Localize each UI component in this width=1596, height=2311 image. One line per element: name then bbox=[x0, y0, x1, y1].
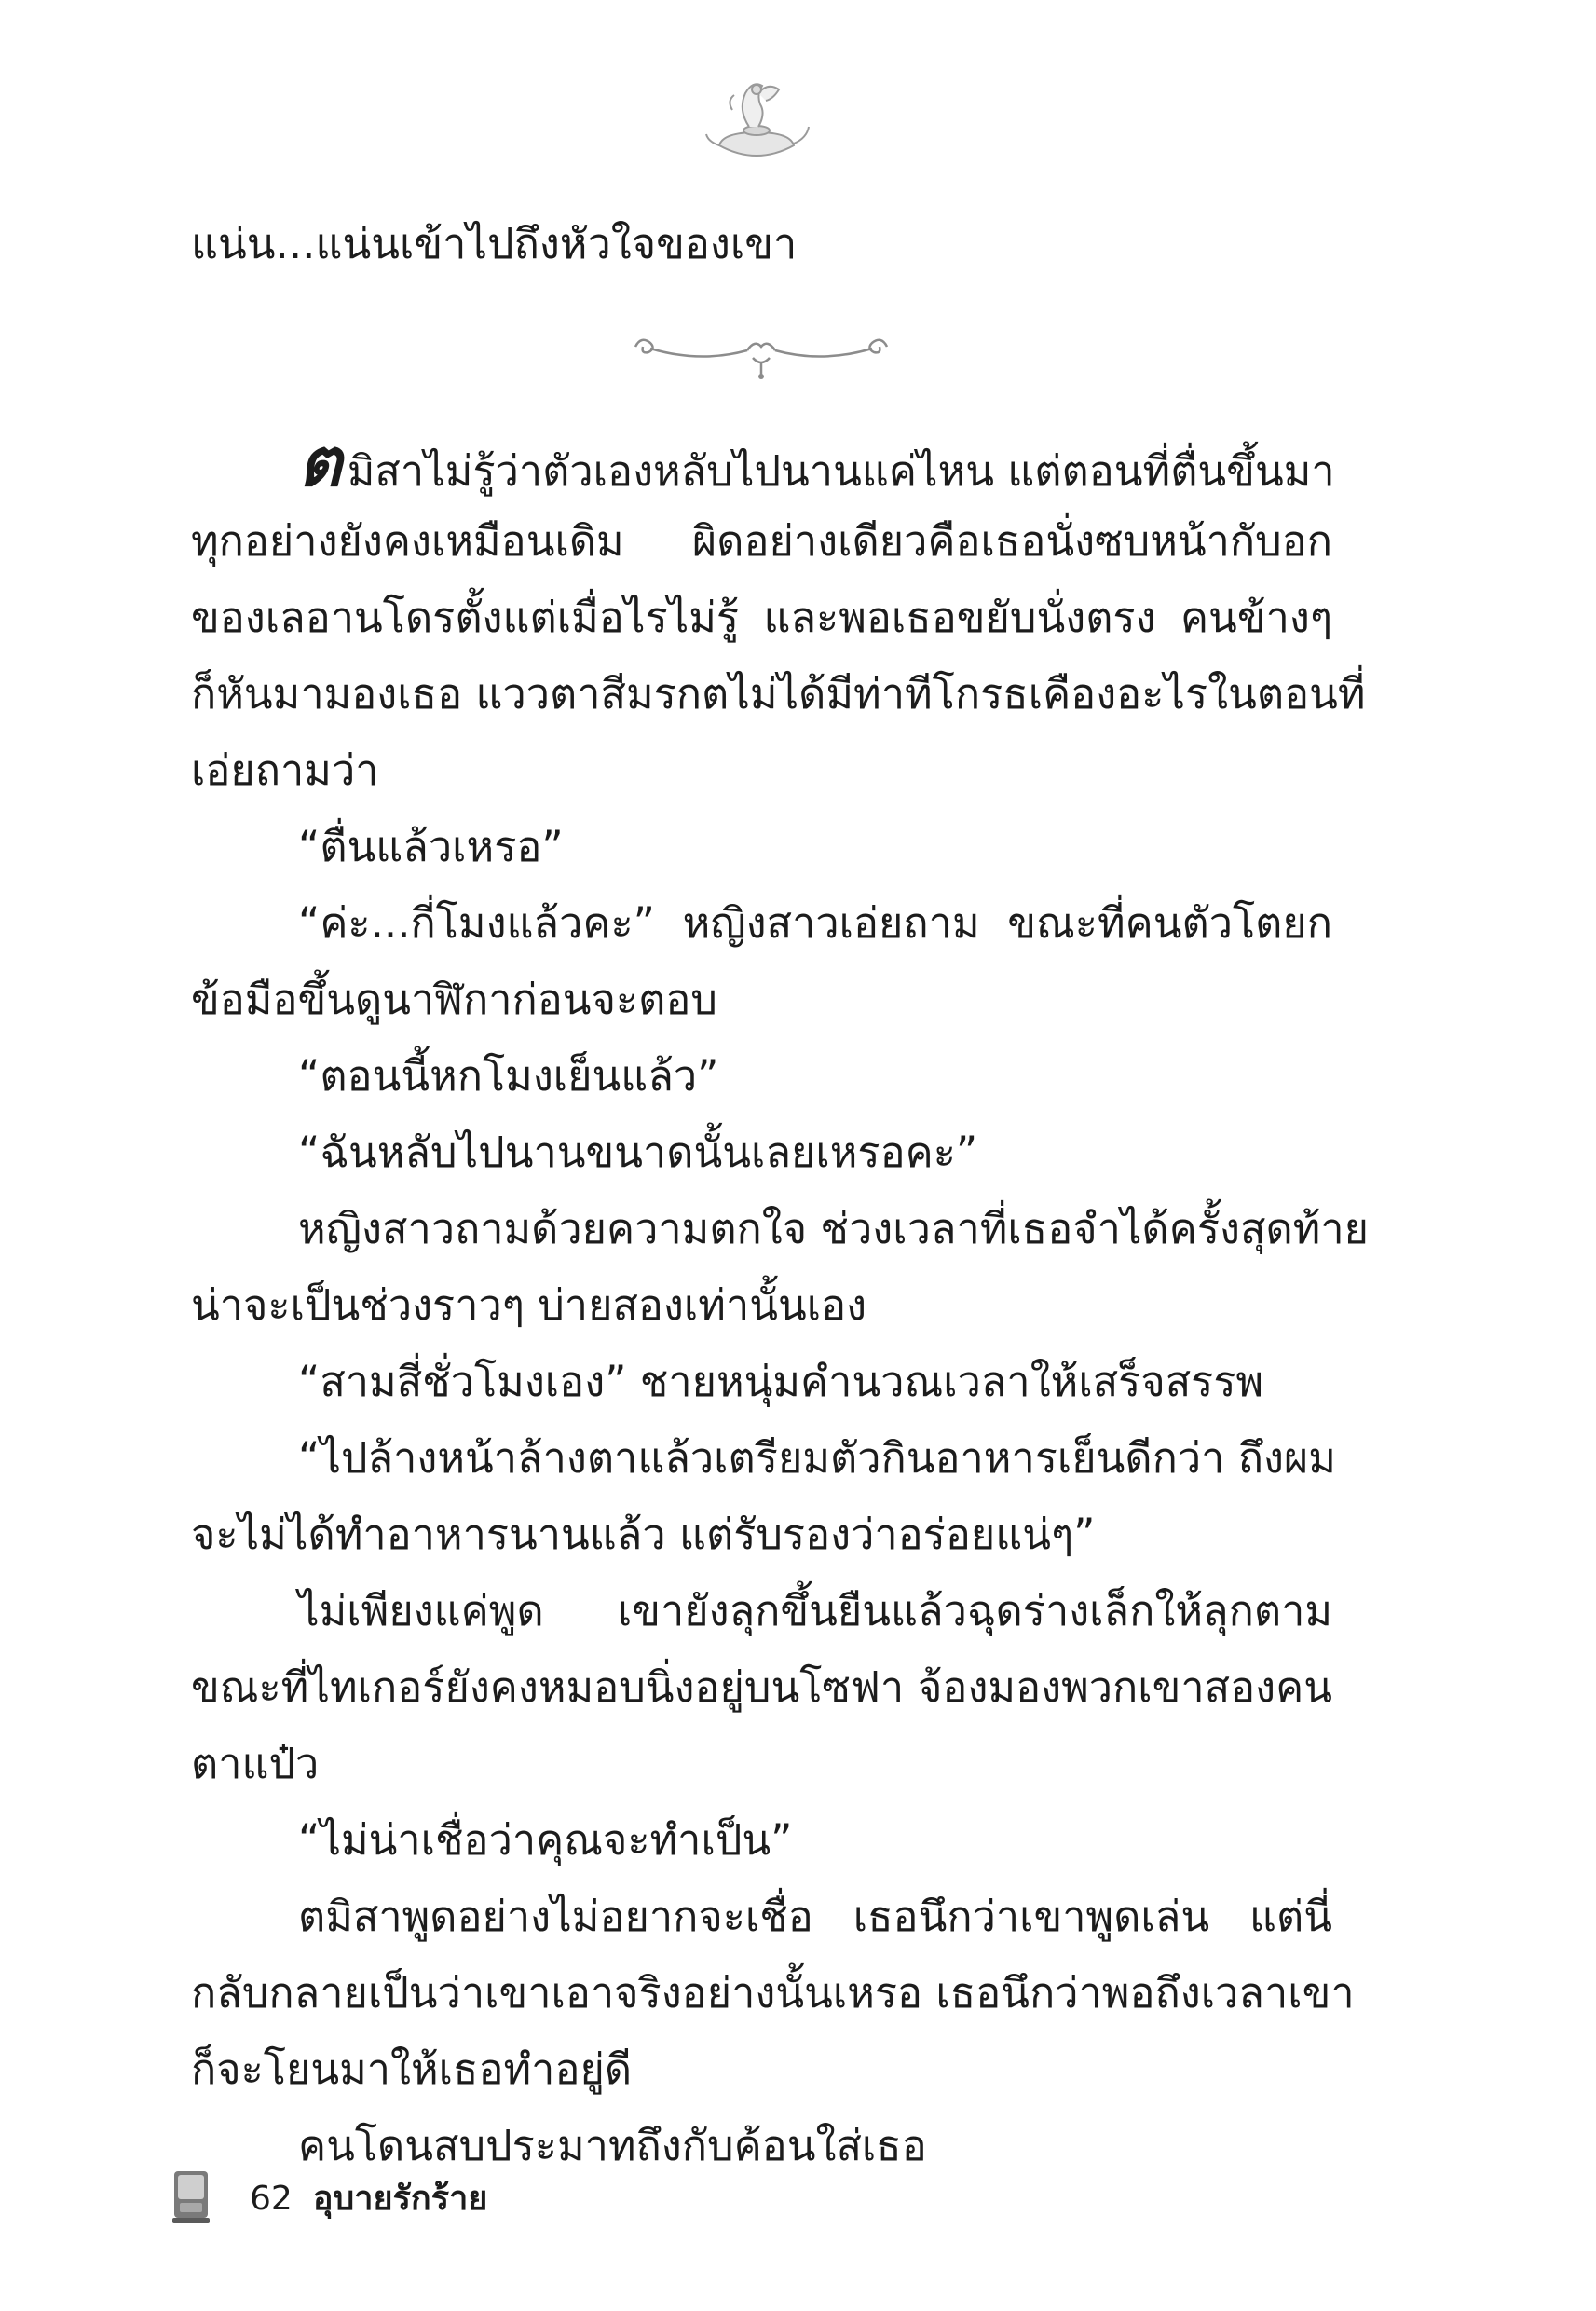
lamp-ornament-icon bbox=[701, 73, 812, 166]
text-line-3: ของเลอานโดรตั้งแต่เมื่อไรไม่รู้ และพอเธอขยับนั่งตรง คนข้างๆ bbox=[191, 593, 1332, 642]
text-line-11: หญิงสาวถามด้วยความตกใจ ช่วงเวลาที่เธอจำได้ครั้งสุดท้าย bbox=[298, 1204, 1369, 1253]
text-line-12: น่าจะเป็นช่วงราวๆ บ่ายสองเท่านั้นเอง bbox=[191, 1280, 867, 1330]
text-line-17: ขณะที่ไทเกอร์ยังคงหมอบนิ่งอยู่บนโซฟา จ้องมองพวกเขาสองคน bbox=[191, 1662, 1332, 1712]
text-line-21: กลับกลายเป็นว่าเขาเอาจริงอย่างนั้นเหรอ เธอนึกว่าพอถึงเวลาเขา bbox=[191, 1968, 1355, 2017]
text-line-4: ก็หันมามองเธอ แววตาสีมรกตไม่ได้มีท่าทีโกรธเคืองอะไรในตอนที่ bbox=[191, 669, 1366, 718]
text-line-9: “ตอนนี้หกโมงเย็นแล้ว” bbox=[298, 1051, 719, 1101]
text-line-1: ตมิสาไม่รู้ว่าตัวเองหลับไปนานแค่ไหน แต่ตอนที่ตื่นขึ้นมา bbox=[298, 423, 1335, 501]
text-line-2: ทุกอย่างยังคงเหมือนเดิม ผิดอย่างเดียวคือเธอนั่งซบหน้ากับอก bbox=[191, 516, 1332, 566]
text-line-18: ตาแป๋ว bbox=[191, 1739, 320, 1788]
text-line-23: คนโดนสบประมาทถึงกับค้อนใส่เธอ bbox=[298, 2121, 927, 2170]
text-line-6: “ตื่นแล้วเหรอ” bbox=[298, 822, 564, 871]
book-title: อุบายรักร้าย bbox=[312, 2180, 488, 2218]
text-line-7: “ค่ะ...กี่โมงแล้วคะ” หญิงสาวเอ่ยถาม ขณะที่คนตัวโตยก bbox=[298, 898, 1332, 948]
flourish-divider-icon bbox=[626, 326, 896, 382]
text-line-20: ตมิสาพูดอย่างไม่อยากจะเชื่อ เธอนึกว่าเขาพูดเล่น แต่นี่ bbox=[298, 1892, 1332, 1941]
continued-line: แน่น...แน่นเข้าไปถึงหัวใจของเขา bbox=[191, 219, 798, 268]
page-footer bbox=[250, 2179, 487, 2220]
text-line-13: “สามสี่ชั่วโมงเอง” ชายหนุ่มคำนวณเวลาให้เสร็จสรรพ bbox=[298, 1357, 1264, 1406]
text-line-19: “ไม่น่าเชื่อว่าคุณจะทำเป็น” bbox=[298, 1815, 793, 1865]
text-line-8: ข้อมือขึ้นดูนาฬิกาก่อนจะตอบ bbox=[191, 975, 717, 1024]
text-line-15: จะไม่ได้ทำอาหารนานแล้ว แต่รับรองว่าอร่อยแน่ๆ” bbox=[191, 1510, 1096, 1559]
page-number: 62 bbox=[250, 2180, 293, 2218]
text-line-14: “ไปล้างหน้าล้างตาแล้วเตรียมตัวกินอาหารเย็นดีกว่า ถึงผม bbox=[298, 1433, 1336, 1483]
text-line-5: เอ่ยถามว่า bbox=[191, 745, 379, 795]
text-line-10: “ฉันหลับไปนานขนาดนั้นเลยเหรอคะ” bbox=[298, 1128, 978, 1177]
text-line-16: ไม่เพียงแค่พูด เขายังลุกขึ้นยืนแล้วฉุดร่างเล็กให้ลุกตาม bbox=[298, 1586, 1332, 1635]
dropcap: ต bbox=[298, 423, 342, 501]
book-thumbnail-icon bbox=[171, 2169, 211, 2225]
text-line-22: ก็จะโยนมาให้เธอทำอยู่ดี bbox=[191, 2044, 633, 2094]
